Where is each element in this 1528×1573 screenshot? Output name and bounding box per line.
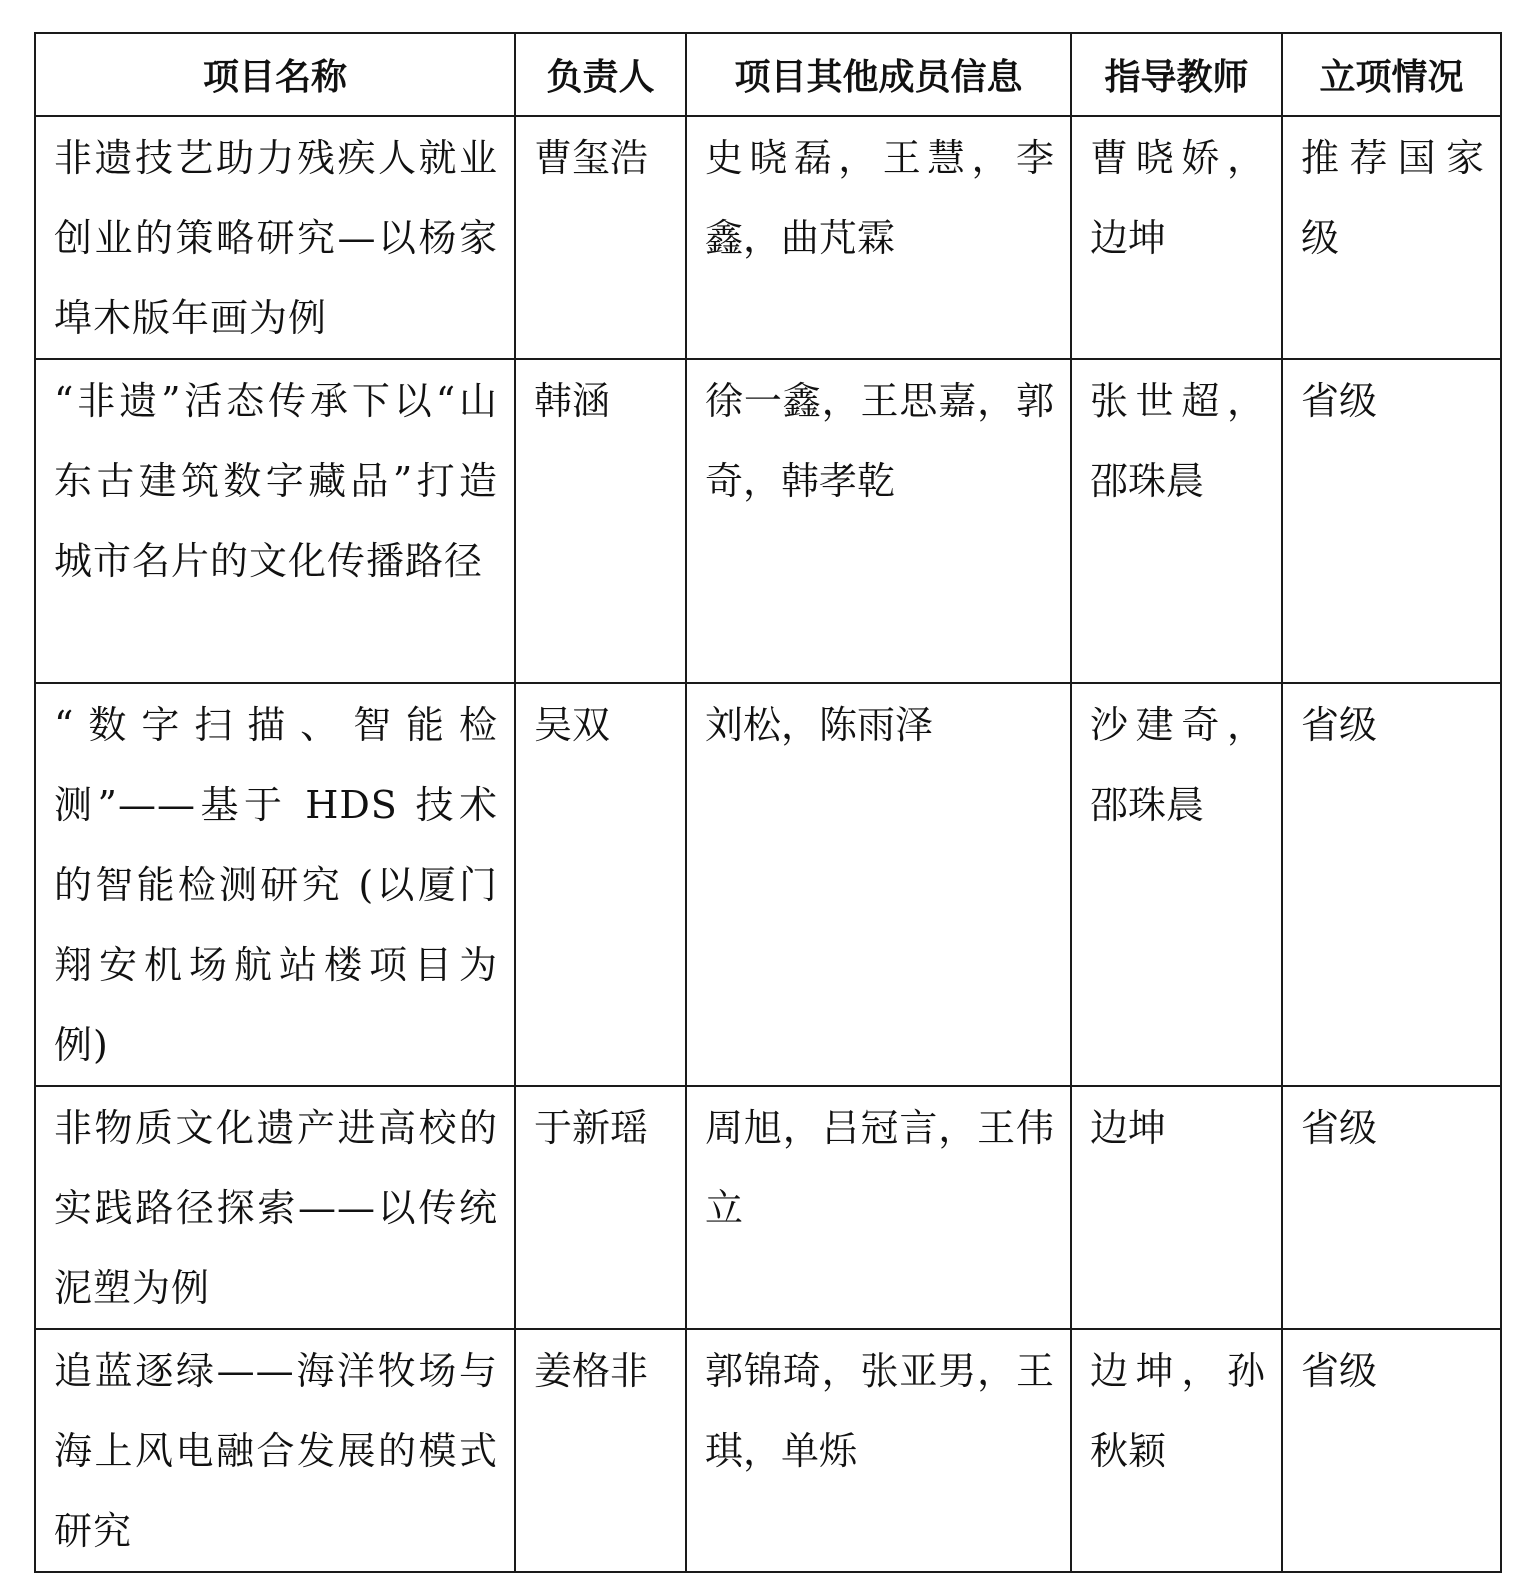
table-row	[35, 359, 1501, 683]
header-project-name: 项目名称	[35, 33, 515, 116]
table-row	[35, 116, 1501, 359]
table-row	[35, 1086, 1501, 1329]
header-members: 项目其他成员信息	[686, 33, 1071, 116]
cell-status: 省级	[1282, 683, 1501, 1086]
cell-status: 省级	[1282, 1086, 1501, 1329]
cell-members: 周旭，吕冠言，王伟立	[686, 1086, 1071, 1329]
project-table-container	[34, 32, 1500, 1573]
table-row	[35, 683, 1501, 1086]
cell-leader: 吴双	[515, 683, 686, 1086]
cell-advisors: 曹晓娇，边坤	[1071, 116, 1282, 359]
table-header-row	[35, 33, 1501, 116]
cell-advisors: 沙建奇，邵珠晨	[1071, 683, 1282, 1086]
cell-status: 省级	[1282, 1329, 1501, 1572]
cell-advisors: 边坤	[1071, 1086, 1282, 1329]
header-advisors: 指导教师	[1071, 33, 1282, 116]
cell-members: 史晓磊，王慧，李鑫，曲芃霖	[686, 116, 1071, 359]
cell-status: 推荐国家级	[1282, 116, 1501, 359]
cell-leader: 韩涵	[515, 359, 686, 683]
header-status: 立项情况	[1282, 33, 1501, 116]
cell-advisors: 张世超，邵珠晨	[1071, 359, 1282, 683]
cell-members: 刘松，陈雨泽	[686, 683, 1071, 1086]
cell-members: 郭锦琦，张亚男，王琪，单烁	[686, 1329, 1071, 1572]
cell-project-name: “数字扫描、智能检测”——基于 HDS 技术的智能检测研究 (以厦门翔安机场航站楼项目为例)	[35, 683, 515, 1086]
cell-project-name: 追蓝逐绿——海洋牧场与海上风电融合发展的模式研究	[35, 1329, 515, 1572]
cell-leader: 曹玺浩	[515, 116, 686, 359]
cell-project-name: 非物质文化遗产进高校的实践路径探索——以传统泥塑为例	[35, 1086, 515, 1329]
header-leader: 负责人	[515, 33, 686, 116]
project-table	[34, 32, 1502, 1573]
cell-advisors: 边坤，孙秋颖	[1071, 1329, 1282, 1572]
table-row	[35, 1329, 1501, 1572]
cell-status: 省级	[1282, 359, 1501, 683]
cell-leader: 姜格非	[515, 1329, 686, 1572]
cell-members: 徐一鑫，王思嘉，郭奇，韩孝乾	[686, 359, 1071, 683]
cell-project-name: “非遗”活态传承下以“山东古建筑数字藏品”打造城市名片的文化传播路径	[35, 359, 515, 683]
cell-project-name: 非遗技艺助力残疾人就业创业的策略研究—以杨家埠木版年画为例	[35, 116, 515, 359]
cell-leader: 于新瑶	[515, 1086, 686, 1329]
